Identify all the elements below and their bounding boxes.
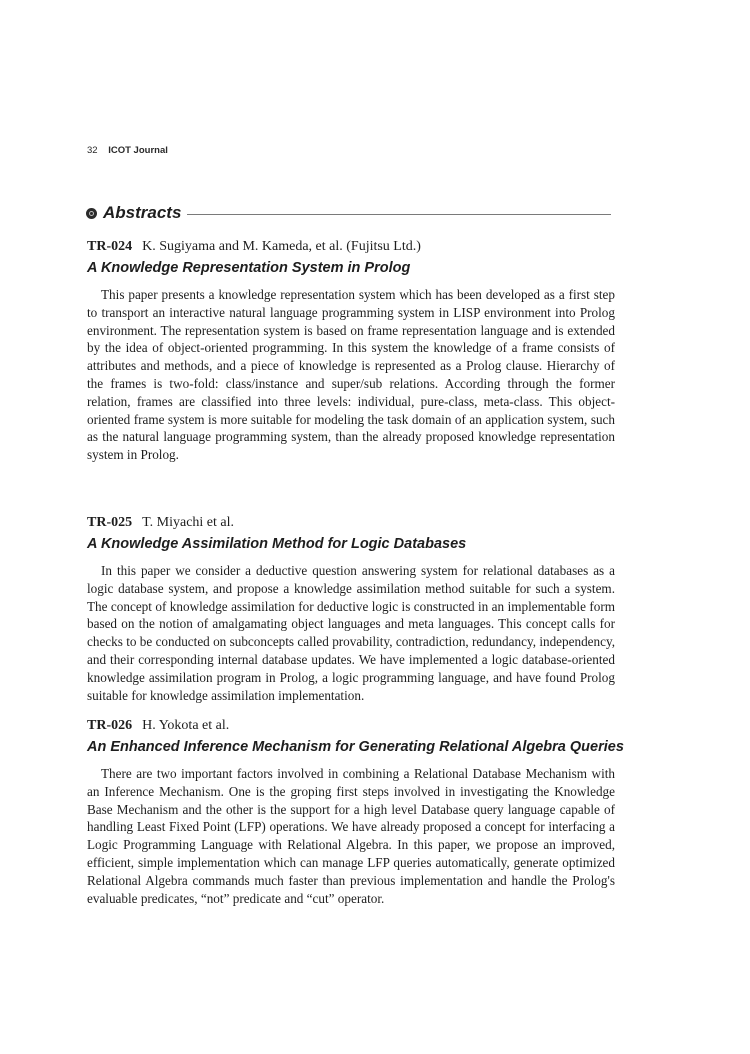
report-number: TR-024	[87, 239, 133, 254]
abstract-meta	[87, 717, 615, 735]
abstract-meta	[87, 238, 615, 256]
section-rule-divider	[187, 214, 611, 215]
circle-bullet-icon	[86, 208, 97, 219]
abstract-authors: T. Miyachi et al.	[142, 515, 234, 530]
abstract-authors: K. Sugiyama and M. Kameda, et al. (Fujitsu Ltd.)	[142, 239, 421, 254]
abstract-title: A Knowledge Assimilation Method for Logic Databases	[87, 536, 467, 552]
report-number: TR-026	[87, 718, 133, 733]
abstract-entry	[87, 514, 615, 704]
section-title: Abstracts	[103, 203, 182, 222]
report-number: TR-025	[87, 515, 133, 530]
page-number: 32	[87, 145, 98, 156]
abstract-entry	[87, 717, 624, 907]
abstract-body: There are two important factors involved in combining a Relational Database Mechanism with an Inference Mechanism. One is the groping first steps involved in investigating the Knowledge Base Mechanism and the other is the support for a high level Database query language capable of handling Least Fixed Point (LFP) operations. We have already proposed a concept for interfacing a Logic Programming Language with Relational Algebra. In this paper, we propose an improved, efficient, simple implementation which can manage LFP queries automatically, generate optimized Relational Algebra commands much faster than previous implementation and handle the Prolog's evaluable predicates, “not” predicate and “cut” operator.	[87, 766, 615, 906]
running-header	[87, 145, 168, 156]
abstract-meta	[87, 514, 615, 532]
abstract-body: This paper presents a knowledge representation system which has been developed as a first step to transport an interactive natural language programming system in LISP environment into Prolog environment. The representation system is based on frame representation language and is extended by the idea of object-oriented programming. In this system the knowledge of a frame consists of attributes and methods, and a piece of knowledge is represented as a Prolog clause. Hierarchy of the frames is two-fold: class/instance and super/sub relations. According through the former relation, frames are classified into three levels: individual, pure-class, meta-class. This object-oriented frame system is more suitable for modeling the task domain of an application system, such as the natural language programming system, than the already proposed knowledge representation system in Prolog.	[87, 287, 615, 463]
journal-name: ICOT Journal	[108, 145, 168, 156]
abstract-title: A Knowledge Representation System in Prolog	[87, 260, 411, 276]
abstract-entry	[87, 238, 615, 464]
section-heading	[86, 200, 611, 226]
abstract-authors: H. Yokota et al.	[142, 718, 230, 733]
abstract-title: An Enhanced Inference Mechanism for Generating Relational Algebra Queries	[87, 739, 624, 755]
abstract-body: In this paper we consider a deductive question answering system for relational databases as a logic database system, and propose a knowledge assimilation method suitable for such a system. The concept of knowledge assimilation for deductive logic is constructed in an implementable form based on the notion of amalgamating object languages and meta languages. This concept calls for checks to be conducted on subconcepts called provability, contradiction, redundancy, independency, and their corresponding internal database updates. We have implemented a logic database-oriented knowledge assimilation program in Prolog, a logic programming language, and have found Prolog suitable for knowledge assimilation implementation.	[87, 563, 615, 703]
